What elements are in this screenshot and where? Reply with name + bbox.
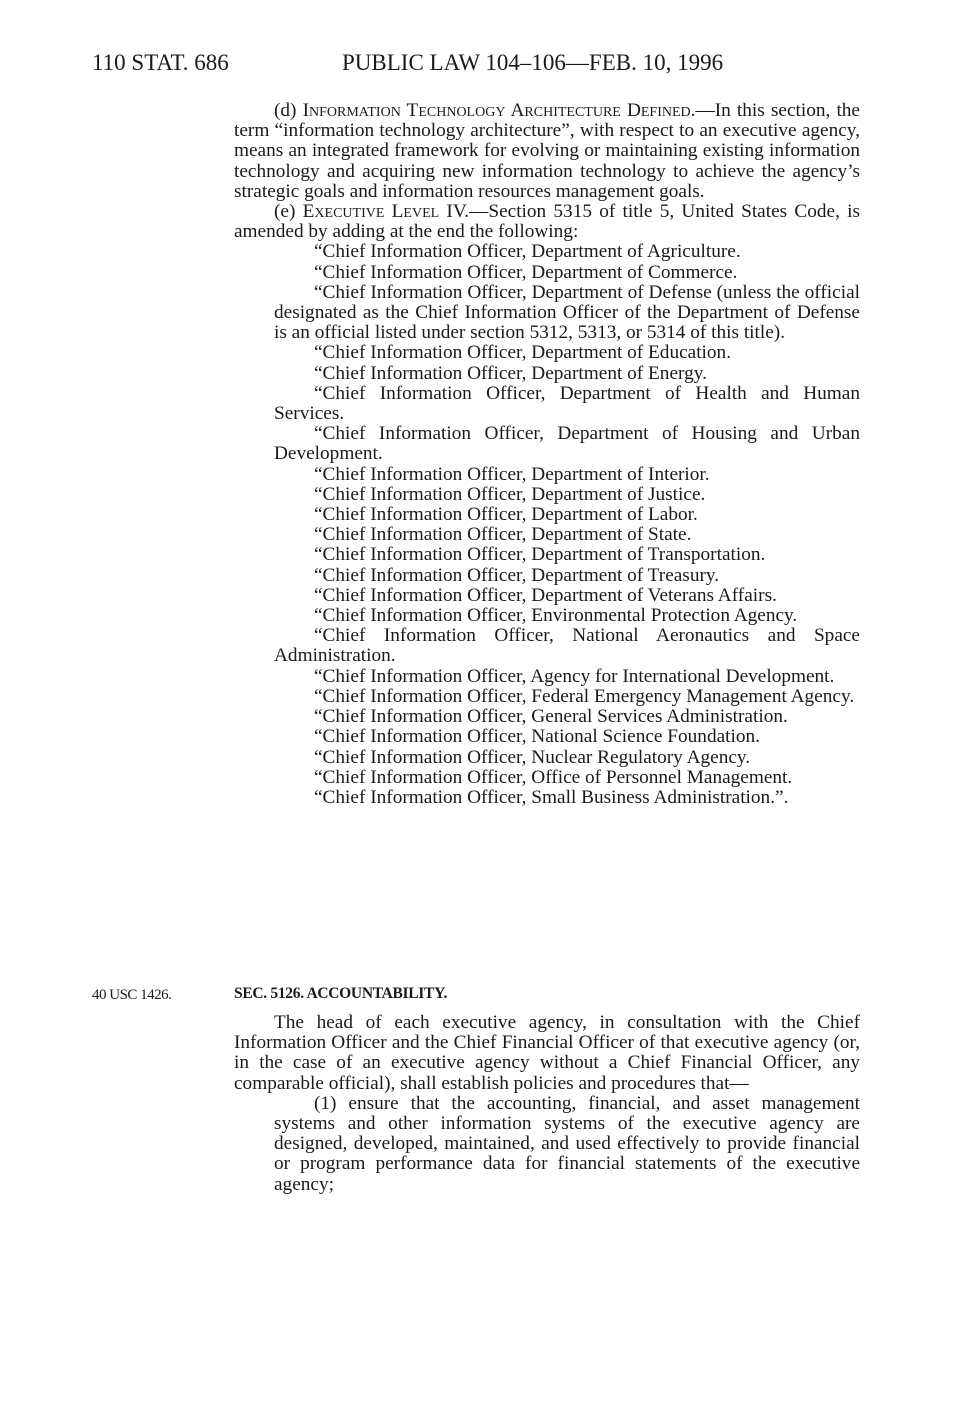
subsection-e-label: (e)	[274, 201, 296, 223]
subsection-e-text: —Section 5315 of title 5, United States Code, is amended by adding at the end the following:	[234, 201, 860, 243]
section-heading: SEC. 5126. ACCOUNTABILITY.	[234, 985, 448, 1002]
list-item: “Chief Information Officer, Federal Emergency Management Agency.	[314, 685, 855, 707]
list-item: “Chief Information Officer, Department of Defense (unless the official designated as the Chief Information Officer of the Department of Defense is an official listed under section 5312, 5313, or 5314 of this title).	[274, 281, 860, 344]
list-item: “Chief Information Officer, Department of Justice.	[314, 483, 706, 505]
section-5126-body	[234, 1013, 860, 1195]
list-item: “Chief Information Officer, Small Business Administration.”.	[314, 786, 789, 808]
list-item: “Chief Information Officer, General Services Administration.	[314, 706, 788, 728]
list-item: “Chief Information Officer, Department of Transportation.	[314, 544, 766, 566]
paragraph-1-label: (1)	[314, 1092, 337, 1114]
list-item: “Chief Information Officer, Department of Health and Human Services.	[274, 382, 860, 425]
list-item: “Chief Information Officer, Department of Education.	[314, 342, 732, 364]
list-item: “Chief Information Officer, Environmental Protection Agency.	[314, 605, 798, 627]
list-item: “Chief Information Officer, Department of Interior.	[314, 463, 710, 485]
subsection-d-text: —In this section, the term “information technology architecture”, with respect to an executive agency, means an integrated framework for evolving or maintaining existing information technology and acquiring new information technology to achieve the agency’s strategic goals and information resources management goals.	[234, 100, 860, 202]
margin-citation: 40 USC 1426.	[92, 987, 172, 1003]
list-item: “Chief Information Officer, Office of Personnel Management.	[314, 766, 793, 788]
list-item: “Chief Information Officer, Department of Labor.	[314, 504, 698, 526]
subsection-e	[234, 202, 860, 242]
law-title: PUBLIC LAW 104–106—FEB. 10, 1996	[342, 50, 724, 75]
subsection-d-label: (d)	[274, 100, 297, 121]
paragraph-1-text: ensure that the accounting, financial, and asset management systems and other information systems of the executive agency are designed, developed, maintained, and used effectively to provide financial or program performance data for financial statements of the executive agency;	[274, 1092, 860, 1195]
list-item: “Chief Information Officer, Nuclear Regulatory Agency.	[314, 746, 751, 768]
list-item: “Chief Information Officer, Department of Agriculture.	[314, 241, 741, 263]
cio-position-list	[234, 242, 860, 808]
list-item: “Chief Information Officer, Department of Veterans Affairs.	[314, 584, 777, 606]
list-item: “Chief Information Officer, National Aeronautics and Space Administration.	[274, 625, 860, 667]
list-item: “Chief Information Officer, Department of Housing and Urban Development.	[274, 423, 860, 465]
subsection-d-heading: Information Technology Architecture Defined.	[302, 100, 696, 121]
paragraph-1	[234, 1094, 860, 1195]
main-text-column	[234, 101, 860, 808]
section-intro: The head of each executive agency, in consultation with the Chief Information Officer and the Chief Financial Officer of that executive agency (or, in the case of an executive agency without a Chief Financial Officer, any comparable official), shall establish policies and procedures that—	[234, 1012, 860, 1094]
list-item: “Chief Information Officer, Department of Energy.	[314, 362, 707, 384]
list-item: “Chief Information Officer, Department of State.	[314, 524, 692, 546]
subsection-d	[234, 101, 860, 202]
list-item: “Chief Information Officer, Agency for International Development.	[314, 665, 835, 687]
list-item: “Chief Information Officer, National Science Foundation.	[314, 726, 760, 748]
list-item: “Chief Information Officer, Department of Treasury.	[314, 564, 720, 586]
page-header	[92, 50, 852, 80]
statute-page-number: 110 STAT. 686	[92, 50, 229, 75]
subsection-e-heading: Executive Level IV.	[302, 201, 470, 223]
list-item: “Chief Information Officer, Department of Commerce.	[314, 261, 738, 283]
